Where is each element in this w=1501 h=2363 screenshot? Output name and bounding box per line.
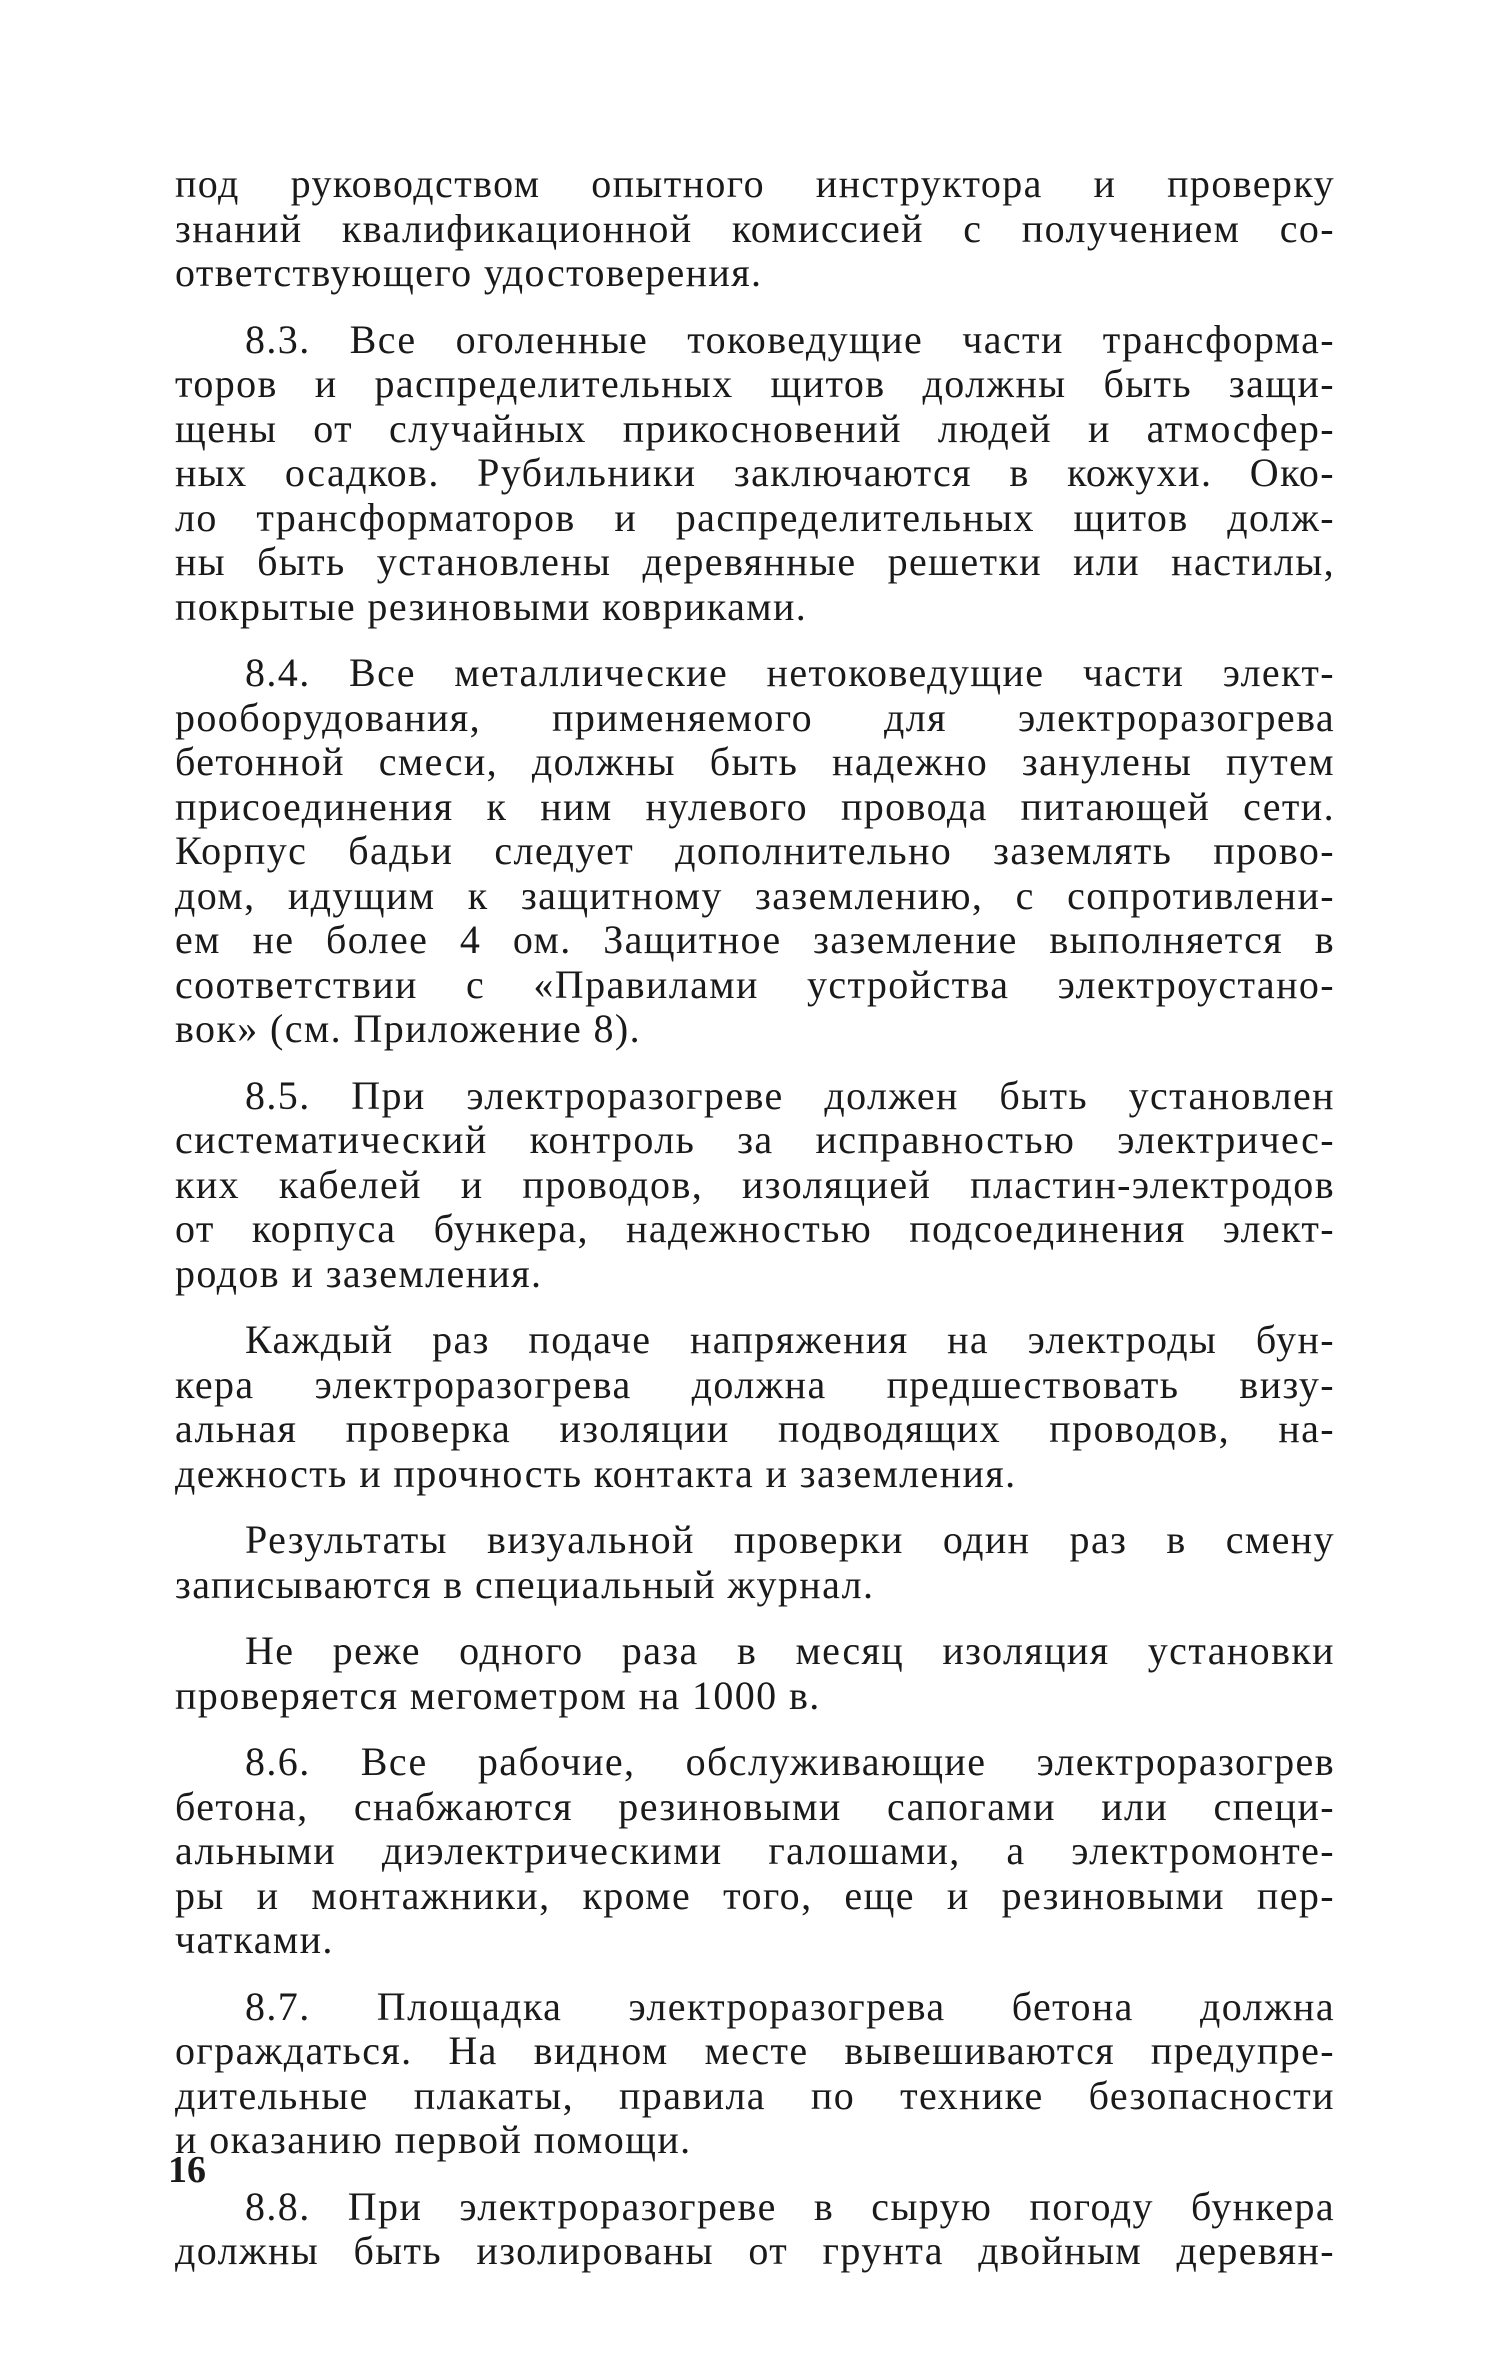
- text-line: кера электроразогрева должна предшествовать визу-: [175, 1361, 1335, 1407]
- text-line: 8.6. Все рабочие, обслуживающие электроразогрев: [245, 1739, 1335, 1784]
- text-line: бетона, снабжаются резиновыми сапогами или специ-: [175, 1783, 1335, 1829]
- text-line: ем не более 4 ом. Защитное заземление выполняется в: [175, 917, 1335, 962]
- text-line: вок» (см. Приложение 8).: [175, 1006, 642, 1051]
- text-line: ных осадков. Рубильники заключаются в кожухи. Око-: [175, 450, 1335, 495]
- text-line: бетонной смеси, должны быть надежно занулены путем: [175, 739, 1335, 784]
- text-line: рооборудования, применяемого для электроразогрева: [175, 694, 1335, 740]
- text-line: Не реже одного раза в месяц изоляция установки: [245, 1628, 1335, 1673]
- text-line: родов и заземления.: [175, 1250, 543, 1296]
- text-line: ограждаться. На видном месте вывешиваются предупре-: [175, 2028, 1335, 2073]
- paragraph-megometer: [175, 1629, 1335, 1718]
- text-line: от корпуса бункера, надежностью подсоединения элект-: [175, 1206, 1335, 1251]
- text-line: покрытые резиновыми ковриками.: [175, 583, 808, 629]
- text-line: 8.3. Все оголенные токоведущие части трансформа-: [245, 316, 1335, 362]
- text-line: дительные плакаты, правила по технике безопасности: [175, 2072, 1335, 2118]
- paragraph-journal: [175, 1518, 1335, 1607]
- text-line: должны быть изолированы от грунта двойным деревян-: [175, 2228, 1335, 2273]
- paragraph-visual-check: [175, 1318, 1335, 1496]
- text-line: альными диэлектрическими галошами, а электромонте-: [175, 1828, 1335, 1873]
- text-line: ответствующего удостоверения.: [175, 250, 763, 295]
- paragraph-8-4: [175, 651, 1335, 1052]
- text-line: 8.5. При электроразогреве должен быть установлен: [245, 1072, 1335, 1118]
- text-line: знаний квалификационной комиссией с получением со-: [175, 205, 1335, 251]
- text-line: дежность и прочность контакта и заземления.: [175, 1450, 1017, 1496]
- text-line: торов и распределительных щитов должны быть защи-: [175, 361, 1335, 406]
- text-line: 8.7. Площадка электроразогрева бетона должна: [245, 1983, 1335, 2029]
- paragraph-8-6: [175, 1740, 1335, 1963]
- text-line: систематический контроль за исправностью электричес-: [175, 1117, 1335, 1162]
- text-line: 8.8. При электроразогреве в сырую погоду бункера: [245, 2183, 1335, 2229]
- text-line: ло трансформаторов и распределительных щитов долж-: [175, 494, 1335, 540]
- text-line: соответствии с «Правилами устройства электроустано-: [175, 961, 1335, 1007]
- text-line: присоединения к ним нулевого провода питающей сети.: [175, 783, 1335, 829]
- text-line: ны быть установлены деревянные решетки или настилы,: [175, 539, 1335, 584]
- text-line: чатками.: [175, 1917, 334, 1962]
- text-line: Каждый раз подаче напряжения на электроды бун-: [245, 1317, 1335, 1362]
- text-line: записываются в специальный журнал.: [175, 1561, 875, 1607]
- text-line: ры и монтажники, кроме того, еще и резиновыми пер-: [175, 1872, 1335, 1918]
- text-line: щены от случайных прикосновений людей и атмосфер-: [175, 405, 1335, 451]
- text-line: под руководством опытного инструктора и проверку: [175, 161, 1335, 206]
- text-line: дом, идущим к защитному заземлению, с сопротивлени-: [175, 872, 1335, 918]
- text-line: Корпус бадьи следует дополнительно заземлять прово-: [175, 828, 1335, 873]
- paragraph-8-3: [175, 318, 1335, 630]
- text-line: альная проверка изоляции подводящих проводов, на-: [175, 1406, 1335, 1451]
- text-line: Результаты визуальной проверки один раз в смену: [245, 1517, 1335, 1562]
- paragraph-8-8: [175, 2185, 1335, 2274]
- page-number: 16: [168, 2149, 206, 2191]
- text-line: и оказанию первой помощи.: [175, 2117, 692, 2162]
- text-line: 8.4. Все металлические нетоковедущие части элект-: [245, 650, 1335, 695]
- document-page: [175, 162, 1335, 2274]
- text-line: проверяется мегометром на 1000 в.: [175, 1672, 821, 1718]
- paragraph-8-7: [175, 1985, 1335, 2163]
- paragraph-continuation: [175, 162, 1335, 296]
- paragraph-8-5: [175, 1074, 1335, 1297]
- text-line: ких кабелей и проводов, изоляцией пластин-электродов: [175, 1161, 1335, 1207]
